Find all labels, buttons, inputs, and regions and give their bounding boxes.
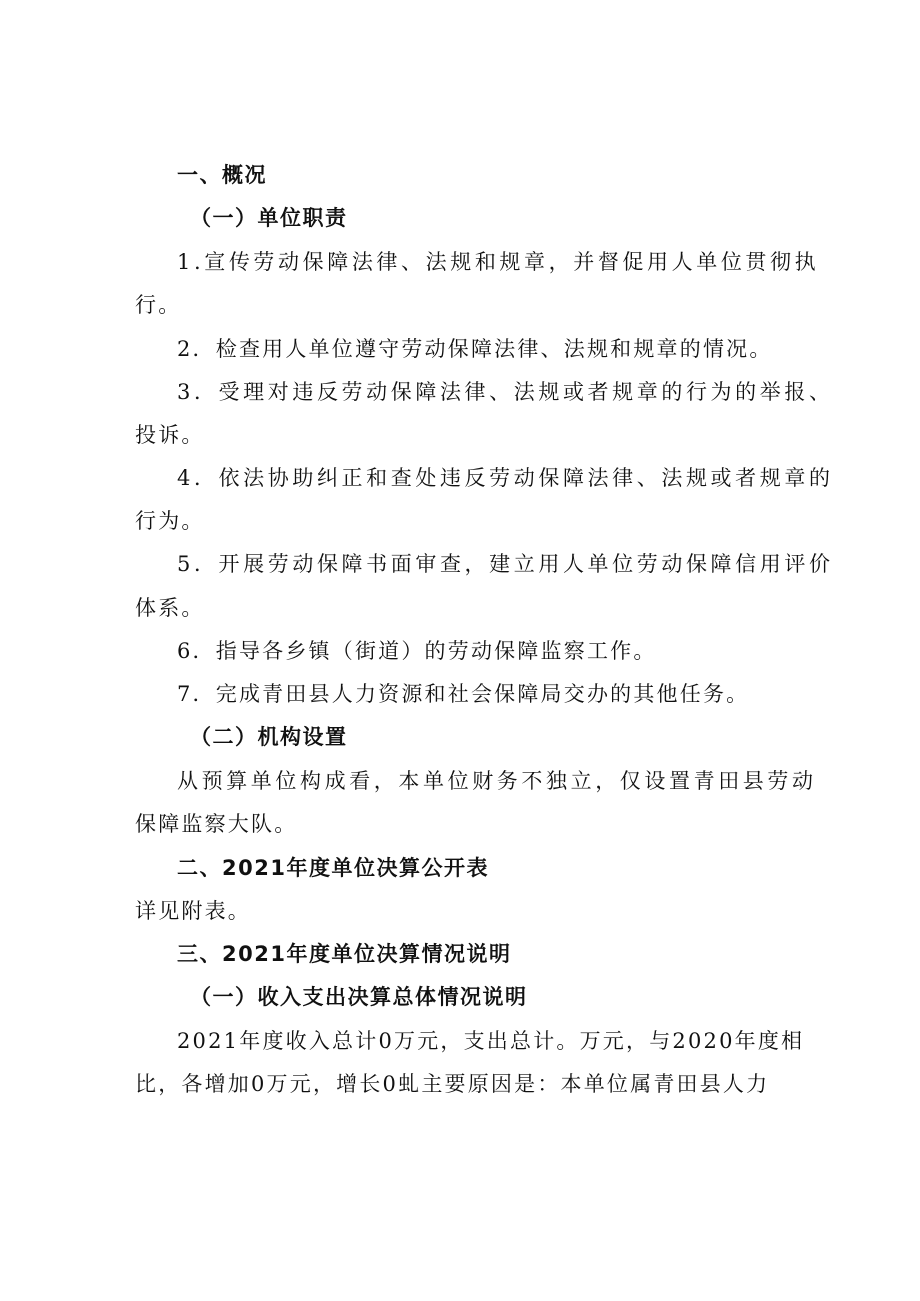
- heading-income-expenditure-overview: （一）收入支出决算总体情况说明: [190, 985, 528, 1009]
- duty-item-3-line-2: 投诉。: [135, 423, 205, 447]
- duty-item-1-line-1: 1.宣传劳动保障法律、法规和规章，并督促用人单位贯彻执: [177, 250, 820, 274]
- heading-unit-duties: （一）单位职责: [190, 206, 348, 230]
- duty-item-5-line-2: 体系。: [135, 596, 205, 620]
- duty-item-6: 6．指导各乡镇（街道）的劳动保障监察工作。: [177, 639, 657, 663]
- org-setup-line-2: 保障监察大队。: [135, 812, 298, 836]
- duty-item-5-line-1: 5．开展劳动保障书面审查，建立用人单位劳动保障信用评价: [177, 552, 834, 576]
- heading-overview: 一、概况: [177, 163, 267, 187]
- duty-item-4-line-2: 行为。: [135, 509, 205, 533]
- duty-item-7: 7．完成青田县人力资源和社会保障局交办的其他任务。: [177, 682, 750, 706]
- heading-org-setup: （二）机构设置: [190, 725, 348, 749]
- duty-item-1-line-2: 行。: [135, 293, 182, 317]
- attachment-note: 详见附表。: [135, 899, 251, 923]
- summary-line-1: 2021年度收入总计0万元，支出总计。万元，与2020年度相: [177, 1029, 805, 1053]
- duty-item-4-line-1: 4．依法协助纠正和查处违反劳动保障法律、法规或者规章的: [177, 466, 834, 490]
- duty-item-2: 2．检查用人单位遵守劳动保障法律、法规和规章的情况。: [177, 337, 773, 361]
- duty-item-3-line-1: 3．受理对违反劳动保障法律、法规或者规章的行为的举报、: [177, 380, 834, 404]
- heading-final-accounts-explanation: 三、2021年度单位决算情况说明: [177, 942, 512, 966]
- heading-final-accounts-tables: 二、2021年度单位决算公开表: [177, 856, 489, 880]
- summary-line-2: 比，各增加0万元，增长0虬主要原因是：本单位属青田县人力: [135, 1072, 770, 1096]
- org-setup-line-1: 从预算单位构成看，本单位财务不独立，仅设置青田县劳动: [177, 769, 817, 793]
